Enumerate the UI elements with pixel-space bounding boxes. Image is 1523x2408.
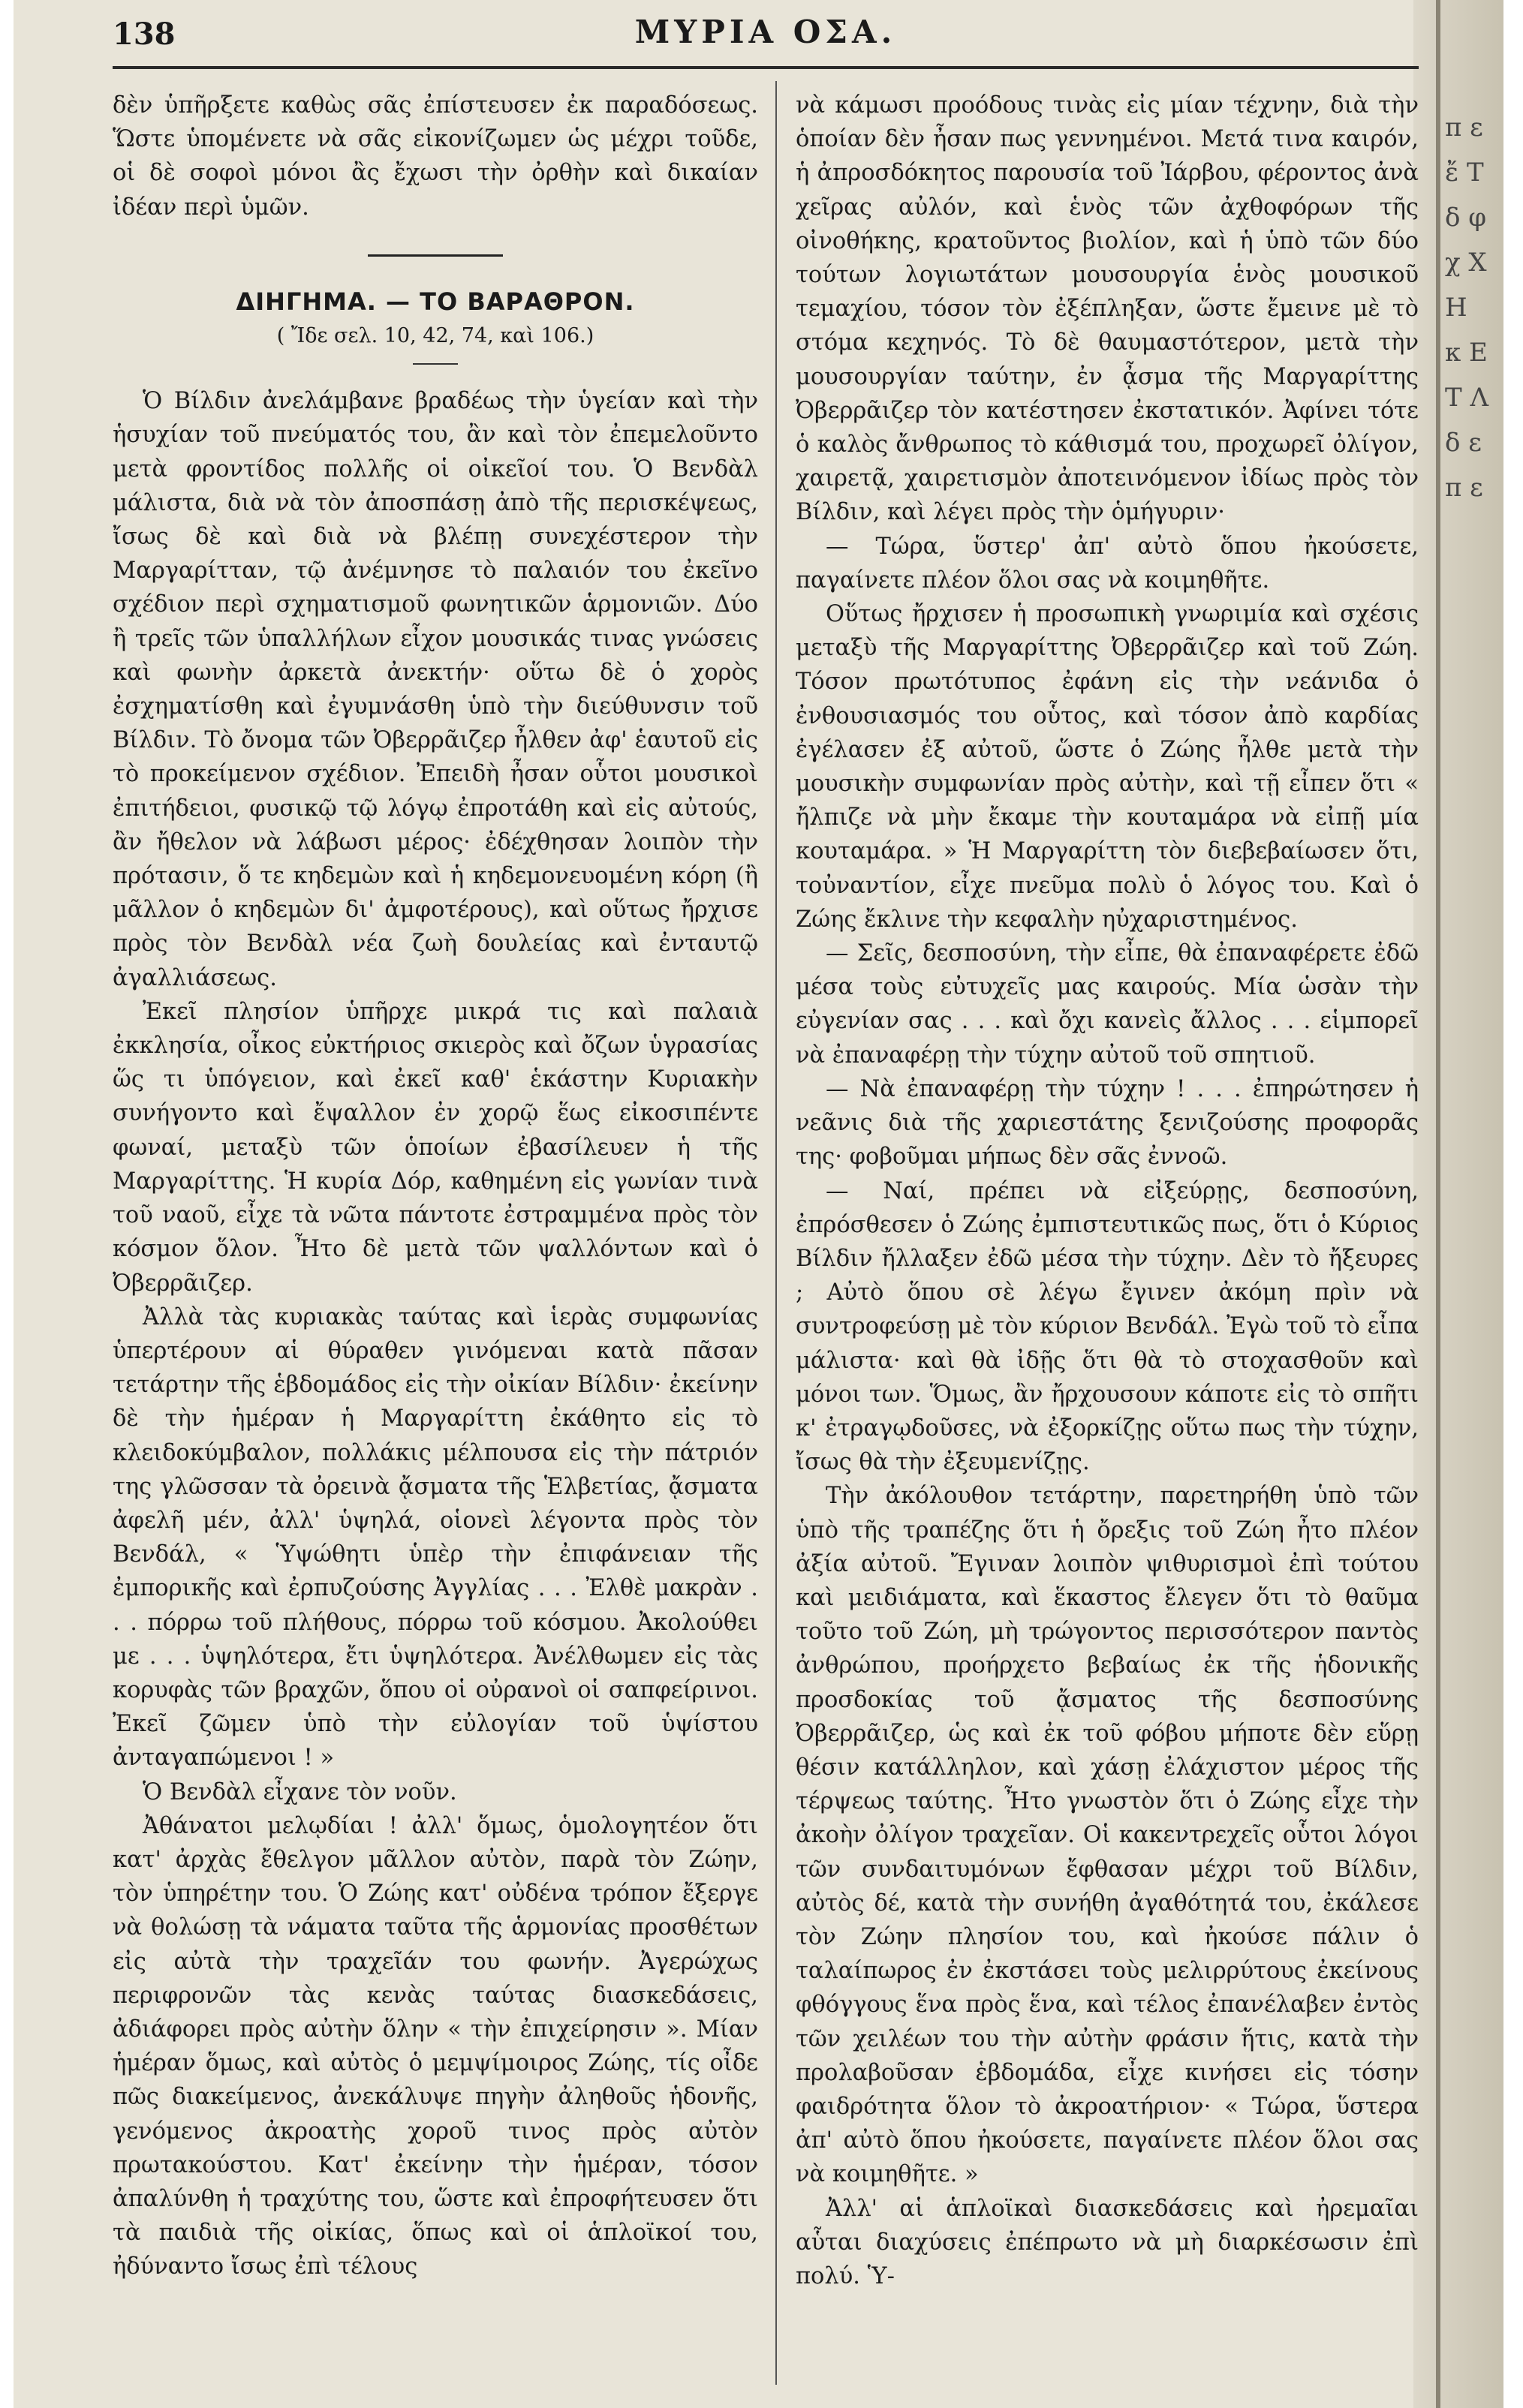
paragraph: νὰ κάμωσι προόδους τινὰς εἰς μίαν τέχνην, διὰ τὴν ὁποίαν δὲν ἦσαν πως γεννημένοι. Μετά τινα καιρόν, ἡ ἀπροσδόκητος παρουσία τοῦ Ἰάρβου, φέροντος ἀνὰ χεῖρας αὐλόν, καὶ ἑνὸς τῶν ἀχθοφόρων τῆς οἰνοθήκης, κρατοῦντος βιολίον, καὶ ἡ ὑπὸ τῶν δύο τούτων λογιωτάτων μουσουργία ἑνὸς μουσικοῦ τεμαχίου, τόσον τὸν ἐξέπληξαν, ὥστε ἔμεινε μὲ τὸ στόμα κεχηνός. Τὸ δὲ θαυμαστότερον, μετὰ τὴν μουσουργίαν ταύτην, ἐν ᾆσμα τῆς Μαργαρίττης Ὀβερρᾶιζερ τὸν κατέστησεν ἐκστατικόν. Ἀφίνει τότε ὁ καλὸς ἄνθρωπος τὸ κάθισμά του, προχωρεῖ ὀλίγον, χαιρετᾷ, χαιρετισμὸν ἀποτεινόμενον ἰδίως πρὸς τὸν Βίλδιν, καὶ λέγει πρὸς τὴν ὁμήγυριν· xyxy=(796,92,1419,526)
paragraph: Οὕτως ἤρχισεν ἡ προσωπικὴ γνωριμία καὶ σχέσις μεταξὺ τῆς Μαργαρίττης Ὀβερρᾶιζερ καὶ τοῦ Ζώη. Τόσον πρωτότυπος ἐφάνη εἰς τὴν νεάνιδα ὁ ἐνθουσιασμός του οὗτος, καὶ τόσον ἀπὸ καρδίας ἐγέλασεν ἐξ αὐτοῦ, ὥστε ὁ Ζώης ἦλθε μετὰ τὴν μουσικὴν συμφωνίαν πρὸς αὐτὴν, καὶ τῇ εἶπεν ὅτι « ἤλπιζε νὰ μὴν ἔκαμε τὴν κουταμάρα νὰ εἰπῇ μία κουταμάρα. » Ἡ Μαργαρίττη τὸν διεβεβαίωσεν ὅτι, τοὐναντίον, εἶχε πνεῦμα πολὺ ὁ λόγος του. Καὶ ὁ Ζώης ἔκλινε τὴν κεφαλὴν ηὐχαριστημένος. xyxy=(796,601,1419,933)
page-number: 138 xyxy=(113,17,176,52)
paragraph: Ἐκεῖ πλησίον ὑπῆρχε μικρά τις καὶ παλαιὰ ἐκκλησία, οἶκος εὐκτήριος σκιερὸς καὶ ὄζων ὑγρασίας ὥς τι ὑπόγειον, καὶ ἐκεῖ καθ' ἑκάστην Κυριακὴν συνήγοντο καὶ ἔψαλλον ἐν χορῷ ἕως εἰκοσιπέντε φωναί, μεταξὺ τῶν ὁποίων ἐβασίλευεν ἡ τῆς Μαργαρίττης. Ἡ κυρία Δόρ, καθημένη εἰς γωνίαν τινὰ τοῦ ναοῦ, εἶχε τὰ νῶτα πάντοτε ἐστραμμένα πρὸς τὸν κόσμον ὅλον. Ἦτο δὲ μετὰ τῶν ψαλλόντων καὶ ὁ Ὀβερρᾶιζερ. xyxy=(113,998,758,1297)
running-head xyxy=(113,14,1419,59)
journal-title: ΜΥΡΙΑ ΟΣΑ. xyxy=(634,14,897,50)
neighbor-page-fragment: π ε ἔ Τ δ φ χ Χ Η κ Ε Τ Λ δ ε π ε xyxy=(1445,113,1489,503)
column-divider xyxy=(775,81,777,2385)
header-rule xyxy=(113,66,1419,69)
story-title: ΔΙΗΓΗΜΑ. — ΤΟ ΒΑΡΑΘΡΟΝ. xyxy=(236,287,635,316)
ornament-rule xyxy=(368,254,503,257)
story-reference: ( Ἴδε σελ. 10, 42, 74, καὶ 106.) xyxy=(276,324,594,348)
book-binding-gutter xyxy=(1436,0,1440,2408)
paragraph: — Ναί, πρέπει νὰ εἰξεύρῃς, δεσποσύνη, ἐπρόσθεσεν ὁ Ζώης ἐμπιστευτικῶς πως, ὅτι ὁ Κύριος Βίλδιν ἤλλαξεν ἐδῶ μέσα τὴν τύχην. Δὲν τὸ ἤξευρες ; Αὐτὸ ὅπου σὲ λέγω ἔγινεν ἀκόμη πρὶν νὰ συντροφεύσῃ μὲ τὸν κύριον Βενδάλ. Ἐγὼ τοῦ τὸ εἶπα μάλιστα· καὶ θὰ ἰδῇς ὅτι θὰ τὸ στοχασθοῦν καὶ μόνοι των. Ὅμως, ἂν ἤρχουσουν κάποτε εἰς τὸ σπῆτι κ' ἐτραγῳδοῦσες, νὰ ἐξορκίζῃς οὕτω πως τὴν τύχην, ἴσως θὰ τὴν ἐξευμενίζῃς. xyxy=(796,1177,1419,1476)
paragraph: Ἀλλὰ τὰς κυριακὰς ταύτας καὶ ἱερὰς συμφωνίας ὑπερτέρουν αἱ θύραθεν γινόμεναι κατὰ πᾶσαν τετάρτην τῆς ἑβδομάδος εἰς τὴν οἰκίαν Βίλδιν· ἐκείνην δὲ τὴν ἡμέραν ἡ Μαργαρίττη ἐκάθητο εἰς τὸ κλειδοκύμβαλον, πολλάκις μέλπουσα εἰς τὴν πάτριόν της γλῶσσαν τὰ ὀρεινὰ ᾄσματα τῆς Ἑλβετίας, ᾄσματα ἀφελῆ μέν, ἀλλ' ὑψηλά, οἱονεὶ λέγοντα πρὸς τὸν Βενδάλ, « Ὑψώθητι ὑπὲρ τὴν ἐπιφάνειαν τῆς ἐμπορικῆς καὶ ἐρπυζούσης Ἀγγλίας . . . Ἐλθὲ μακρὰν . . . πόρρω τοῦ πλήθους, πόρρω τοῦ κόσμου. Ἀκολούθει με . . . ὑψηλότερα, ἔτι ὑψηλότερα. Ἀνέλθωμεν εἰς τὰς κορυφὰς τῶν βραχῶν, ὅπου οἱ οὐρανοὶ οἱ σαπφείρινοι. Ἐκεῖ ζῶμεν ὑπὸ τὴν εὐλογίαν τοῦ ὑψίστου ἀνταγαπώμενοι ! » xyxy=(113,1303,758,1772)
paragraph: Τὴν ἀκόλουθον τετάρτην, παρετηρήθη ὑπὸ τῶν ὑπὸ τῆς τραπέζης ὅτι ἡ ὄρεξις τοῦ Ζώη ἦτο πλέον ἀξία αὐτοῦ. Ἔγιναν λοιπὸν ψιθυρισμοὶ ἐπὶ τούτου καὶ μειδιάματα, καὶ ἕκαστος ἔλεγεν ὅτι τὸ θαῦμα τοῦτο τοῦ Ζώη, μὴ τρώγοντος περισσότερον παντὸς ἀνθρώπου, προήρχετο βεβαίως ἐκ τῆς ἡδονικῆς προσδοκίας τοῦ ᾄσματος τῆς δεσποσύνης Ὀβερρᾶιζερ, ὡς καὶ ἐκ τοῦ φόβου μήποτε δὲν εὕρῃ θέσιν κατάλληλον, καὶ χάσῃ ἐλάχιστον μέρος τῆς τέρψεως ταύτης. Ἦτο γνωστὸν ὅτι ὁ Ζώης εἶχε τὴν ἀκοὴν ὀλίγον τραχεῖαν. Οἱ κακεντρεχεῖς οὗτοι λόγοι τῶν συνδαιτυμόνων ἔφθασαν μέχρι τοῦ Βίλδιν, αὐτὸς δέ, κατὰ τὴν συνήθη ἀγαθότητά του, ἐκάλεσε τὸν Ζώην πλησίον του, καὶ ἠκούσε πάλιν ὁ ταλαίπωρος ἐν ἐκστάσει τοὺς μελιρρύτους ἐκείνους φθόγγους ἕνα πρὸς ἕνα, καὶ τέλος ἐπανέλαβεν ἐντὸς τῶν χειλέων του τὴν αὐτὴν φράσιν ἥτις, κατὰ τὴν προλαβοῦσαν ἑβδομάδα, εἶχε κινήσει εἰς τόσην φαιδρότητα ὅλον τὸ ἀκροατήριον· « Τώρα, ὕστερα ἀπ' αὐτὸ ὅπου ἠκούσετε, παγαίνετε πλέον ὅλοι σας νὰ κοιμηθῆτε. » xyxy=(796,1483,1419,2188)
paragraph: — Τώρα, ὕστερ' ἀπ' αὐτὸ ὅπου ἠκούσετε, παγαίνετε πλέον ὅλοι σας νὰ κοιμηθῆτε. xyxy=(796,533,1419,594)
paragraph: — Σεῖς, δεσποσύνη, τὴν εἶπε, θὰ ἐπαναφέρετε ἐδῶ μέσα τοὺς εὐτυχεῖς μας καιρούς. Μία ὡσὰν τὴν εὐγενίαν σας . . . καὶ ὄχι κανεὶς ἄλλος . . . εἱμπορεῖ νὰ ἐπαναφέρῃ τὴν τύχην αὐτοῦ τοῦ σπητιοῦ. xyxy=(796,940,1419,1069)
paragraph: Ἀλλ' αἱ ἁπλοϊκαὶ διασκεδάσεις καὶ ἠρεμαῖαι αὗται διαχύσεις ἐπέπρωτο νὰ μὴ διαρκέσωσιν ἐπὶ πολύ. Ὑ- xyxy=(796,2195,1419,2289)
paragraph: — Νὰ ἐπαναφέρῃ τὴν τύχην ! . . . ἐπηρώτησεν ἡ νεᾶνις διὰ τῆς χαριεστάτης ξενιζούσης προφορᾶς της· φοβοῦμαι μήπως δὲν σᾶς ἐννοῶ. xyxy=(796,1075,1419,1171)
left-column xyxy=(113,89,758,2284)
paragraph: Ἀθάνατοι μελῳδίαι ! ἀλλ' ὅμως, ὁμολογητέον ὅτι κατ' ἀρχὰς ἔθελγον μᾶλλον αὐτὸν, παρὰ τὸν Ζώην, τὸν ὑπηρέτην του. Ὁ Ζώης κατ' οὐδένα τρόπον ἔξεργε νὰ θολώσῃ τὰ νάματα ταῦτα τῆς ἁρμονίας προσθέτων εἰς αὐτὰ τὴν τραχεῖάν του φωνήν. Ἀγερώχως περιφρονῶν τὰς κενὰς ταύτας διασκεδάσεις, ἀδιάφορει πρὸς αὐτὴν ὅλην « τὴν ἐπιχείρησιν ». Μίαν ἡμέραν ὅμως, καὶ αὐτὸς ὁ μεμψίμοιρος Ζώης, τίς οἶδε πῶς διακείμενος, ἀνεκάλυψε πηγὴν ἀληθοῦς ἡδονῆς, γενόμενος ἀκροατὴς χοροῦ τινος πρὸς αὐτὸν πρωτακούστου. Κατ' ἐκείνην τὴν ἡμέραν, τόσον ἀπαλύνθη ἡ τραχύτης του, ὥστε καὶ ἐπροφήτευσεν ὅτι τὰ παιδιὰ τῆς οἰκίας, ὅπως καὶ οἱ ἁπλοϊκοί του, ἠδύναντο ἴσως ἐπὶ τέλους xyxy=(113,1812,758,2280)
right-column xyxy=(796,89,1419,2293)
paragraph: Ὁ Βενδὰλ εἶχανε τὸν νοῦν. xyxy=(143,1778,457,1805)
paragraph: Ὁ Βίλδιν ἀνελάμβανε βραδέως τὴν ὑγείαν καὶ τὴν ἡσυχίαν τοῦ πνεύματός του, ἂν καὶ τὸν ἐπεμελοῦντο μετὰ φροντίδος πολλῆς οἱ οἰκεῖοί του. Ὁ Βενδὰλ μάλιστα, διὰ νὰ τὸν ἀποσπάσῃ ἀπὸ τῆς περισκέψεως, ἴσως δὲ καὶ διὰ νὰ βλέπῃ συνεχέστερον τὴν Μαργαρίτταν, τῷ ἀνέμνησε τὸ παλαιόν του ἐκεῖνο σχέδιον περὶ σχηματισμοῦ φωνητικῶν ἁρμονιῶν. Δύο ἢ τρεῖς τῶν ὑπαλλήλων εἶχον μουσικάς τινας γνώσεις καὶ φωνὴν ἀρκετὰ ἀνεκτήν· οὕτω δὲ ὁ χορὸς ἐσχηματίσθη καὶ ἐγυμνάσθη ὑπὸ τὴν διεύθυνσιν τοῦ Βίλδιν. Τὸ ὄνομα τῶν Ὀβερρᾶιζερ ἦλθεν ἀφ' ἑαυτοῦ εἰς τὸ προκείμενον σχέδιον. Ἐπειδὴ ἦσαν οὗτοι μουσικοὶ ἐπιτήδειοι, φυσικῷ τῷ λόγῳ ἐπροτάθη καὶ εἰς αὐτούς, ἂν ἤθελον νὰ λάβωσι μέρος· ἐδέχθησαν λοιπὸν τὴν πρότασιν, ὅ τε κηδεμὼν καὶ ἡ κηδεμονευομένη κόρη (ἢ μᾶλλον ὁ κηδεμὼν δι' ἀμφοτέρους), καὶ οὕτως ἤρχισε πρὸς τὸν Βενδὰλ νέα ζωὴ δουλείας καὶ ἐνταυτῷ ἀγαλλιάσεως. xyxy=(113,388,758,991)
paragraph: δὲν ὑπῆρξετε καθὼς σᾶς ἐπίστευσεν ἐκ παραδόσεως. Ὥστε ὑπομένετε νὰ σᾶς εἰκονίζωμεν ὡς μέχρι τοῦδε, οἱ δὲ σοφοὶ μόνοι ἂς ἔχωσι τὴν ὀρθὴν καὶ δικαίαν ἰδέαν περὶ ὑμῶν. xyxy=(113,92,758,221)
short-rule xyxy=(413,363,458,365)
